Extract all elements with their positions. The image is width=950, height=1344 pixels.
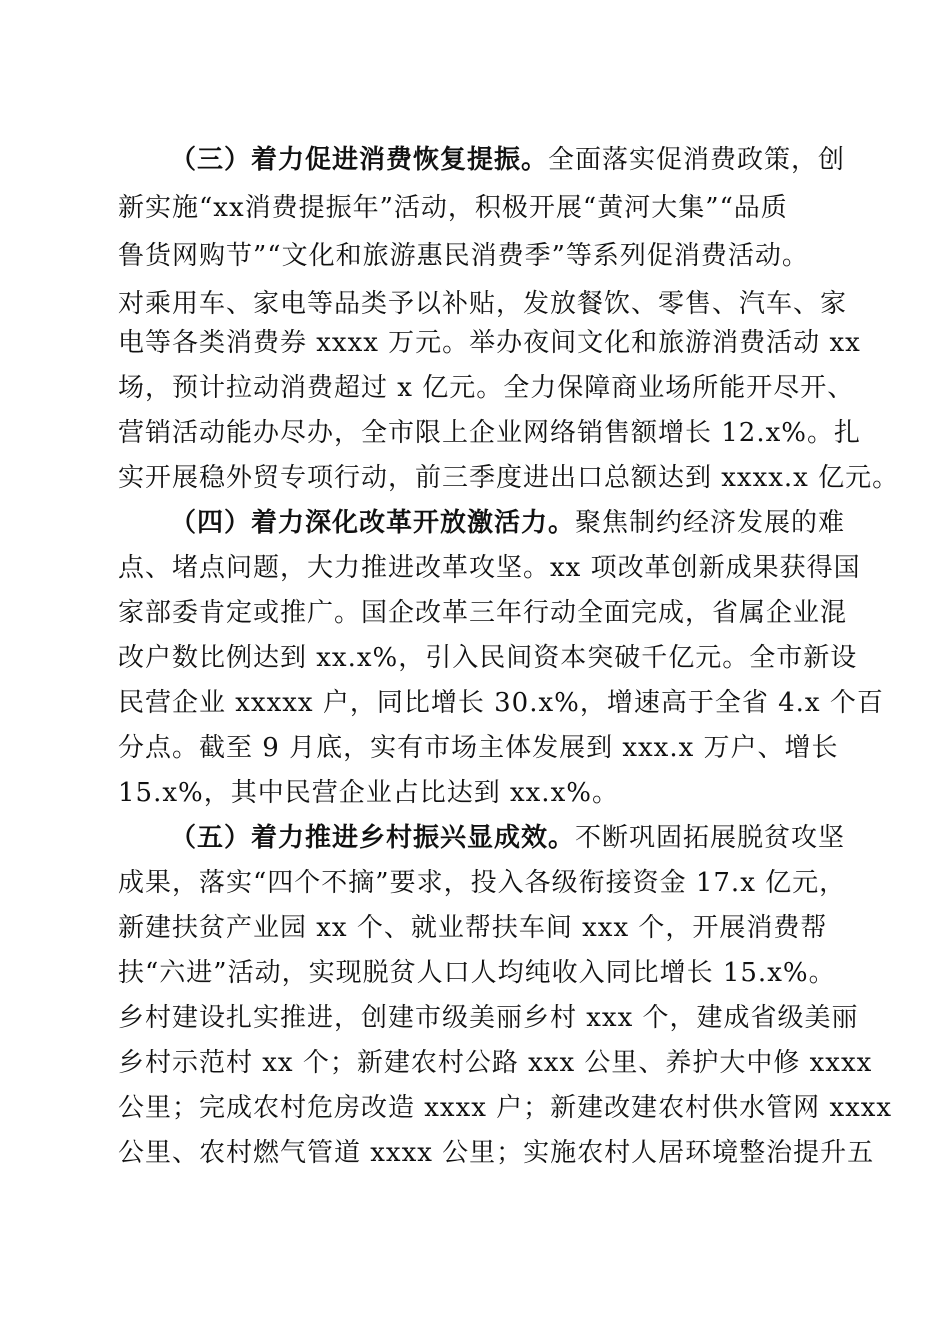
paragraph-line: 营销活动能办尽办，全市限上企业网络销售额增长 12.x%。扎 <box>118 418 861 448</box>
paragraph-line: 家部委肯定或推广。国企改革三年行动全面完成，省属企业混 <box>118 598 848 628</box>
paragraph-line: 鲁货网购节”“文化和旅游惠民消费季”等系列促消费活动。 <box>118 241 809 271</box>
paragraph-line <box>170 818 846 858</box>
paragraph-text: 不断巩固拓展脱贫攻坚 <box>575 823 846 853</box>
paragraph-text: 聚焦制约经济发展的难 <box>575 508 846 538</box>
paragraph-line <box>170 140 846 180</box>
paragraph-line: 点、堵点问题，大力推进改革攻坚。xx 项改革创新成果获得国 <box>118 553 861 583</box>
paragraph-line: 公里；完成农村危房改造 xxxx 户；新建改建农村供水管网 xxxx <box>118 1093 893 1123</box>
paragraph-line: 乡村示范村 xx 个；新建农村公路 xxx 公里、养护大中修 xxxx <box>118 1048 873 1078</box>
paragraph-text: 全面落实促消费政策，创 <box>548 145 846 175</box>
paragraph-line: 扶“六进”活动，实现脱贫人口人均纯收入同比增长 15.x%。 <box>118 958 836 988</box>
paragraph-line: 公里、农村燃气管道 xxxx 公里；实施农村人居环境整治提升五 <box>118 1138 875 1168</box>
paragraph-line: 改户数比例达到 xx.x%，引入民间资本突破千亿元。全市新设 <box>118 643 858 673</box>
paragraph-line: 实开展稳外贸专项行动，前三季度进出口总额达到 xxxx.x 亿元。 <box>118 463 900 493</box>
paragraph-line: 乡村建设扎实推进，创建市级美丽乡村 xxx 个，建成省级美丽 <box>118 1003 859 1033</box>
paragraph-line: 新建扶贫产业园 xx 个、就业帮扶车间 xxx 个，开展消费帮 <box>118 913 828 943</box>
paragraph-line: 新实施“xx消费提振年”活动，积极开展“黄河大集”“品质 <box>118 193 788 223</box>
section-heading: （三）着力促进消费恢复提振。 <box>170 145 549 175</box>
paragraph-line: 民营企业 xxxxx 户，同比增长 30.x%，增速高于全省 4.x 个百 <box>118 688 884 718</box>
paragraph-line: 分点。截至 9 月底，实有市场主体发展到 xxx.x 万户、增长 <box>118 733 839 763</box>
paragraph-line: 15.x%，其中民营企业占比达到 xx.x%。 <box>118 778 619 808</box>
section-heading: （五）着力推进乡村振兴显成效。 <box>170 823 576 853</box>
paragraph-line: 成果，落实“四个不摘”要求，投入各级衔接资金 17.x 亿元， <box>118 868 847 898</box>
paragraph-line: 电等各类消费券 xxxx 万元。举办夜间文化和旅游消费活动 xx <box>118 328 861 358</box>
section-heading: （四）着力深化改革开放激活力。 <box>170 508 576 538</box>
paragraph-line <box>170 503 846 543</box>
paragraph-line: 对乘用车、家电等品类予以补贴，发放餐饮、零售、汽车、家 <box>118 289 848 319</box>
paragraph-line: 场，预计拉动消费超过 x 亿元。全力保障商业场所能开尽开、 <box>118 373 855 403</box>
